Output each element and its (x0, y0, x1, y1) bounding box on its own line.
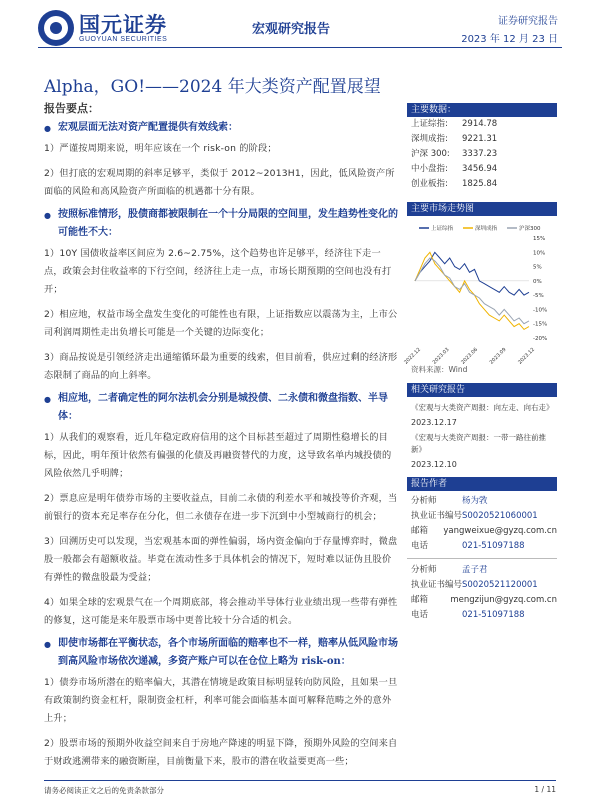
report-date: 2023 年 12 月 23 日 (461, 34, 558, 45)
market-trend-chart (403, 222, 557, 366)
series-line (415, 258, 529, 324)
paragraph: 3）回溯历史可以发现，当宏观基本面的弹性偏弱，场内资金偏向于存量博弈时，微盘股一般都会有超额收益。毕竟在流动性多于具体机会的情况下，短时难以证伪且股价有弹性的微盘股最为受益； (44, 536, 398, 583)
sidebar (403, 103, 557, 623)
index-row (407, 117, 557, 132)
paragraph: 1）10Y 国债收益率区间应为 2.6~2.75%，这个趋势也许足够平，经济往下走一点，政策会封住收益率的下行空间，经济往上走一点，市场长期预期的空间也没有打开； (44, 248, 392, 295)
y-tick-label: 15% (533, 236, 546, 242)
related-report-link[interactable]: 《宏观与大类资产周报：一带一路往前推新》 (411, 433, 546, 454)
index-value: 3456.94 (462, 164, 498, 174)
paragraph: 2）但打底的宏观周期的斜率足够平，类似于 2012~2013H1，因此，低风险资产所面临的风险和高风险资产所面临的机遇都十分有限。 (44, 168, 395, 197)
logo-icon (38, 10, 74, 46)
section-bullet: ● 宏观层面无法对资产配置提供有效线索： (44, 119, 398, 137)
x-tick-label: 2022.12 (403, 346, 423, 366)
x-tick-label: 2023.03 (431, 346, 451, 366)
analyst-email[interactable]: yangweixue@gyzq.com.cn (443, 526, 557, 536)
legend-label: 上证综指 (431, 226, 454, 232)
analyst-row (407, 608, 557, 623)
paragraph: 1）债券市场所潜在的赔率偏大，其潜在情境是政策目标明显转向防风险，且如果一旦有政策制约资金杠杆，限制资金杠杆，利率可能会面临基本面可解释范畴之外的意外上升； (44, 677, 398, 724)
main-content (44, 100, 398, 771)
cert-label: 执业证书编号 (411, 511, 463, 521)
analyst-row (407, 524, 557, 539)
sidebar-header-author: 报告作者 (407, 477, 557, 491)
analyst-name: 杨为敩 (462, 496, 488, 506)
related-report-date: 2023.12.10 (411, 460, 457, 469)
analyst-label: 分析师 (411, 565, 437, 575)
index-row (407, 177, 557, 192)
paragraph: 4）如果全球的宏观景气在一个周期底部，将会推动半导体行业业绩出现一些带有弹性的修复，这可能是来年股票市场中更普比较十分合适的机会。 (44, 597, 398, 626)
legend-label: 深圳成指 (475, 226, 498, 232)
footer-disclaimer: 请务必阅读正文之后的免责条款部分 (44, 786, 164, 795)
analyst-name: 孟子君 (462, 565, 488, 575)
analyst-phone: 021-51097188 (462, 610, 525, 620)
section-bullet: ● 即使市场都在平衡状态，各个市场所面临的赔率也不一样，赔率从低风险市场到高风险市场依次递减，多资产账户可以在仓位上略为 risk-on： (44, 635, 398, 671)
phone-label: 电话 (411, 610, 429, 620)
analyst-row (407, 593, 557, 608)
summary-heading: 报告要点： (44, 102, 99, 115)
paragraph: 1）从我们的观察看，近几年稳定政府信用的这个目标甚至超过了周期性稳增长的目标，因此，明年预计依然有偏强的化债及再融资替代的力度，这导致名单内城投债的风险依然几乎明牌； (44, 432, 392, 479)
analyst-email[interactable]: mengzijun@gyzq.com.cn (450, 595, 557, 605)
analyst-row (407, 494, 557, 509)
report-type: 宏观研究报告 (252, 22, 331, 37)
paragraph: 2）票息应是明年债券市场的主要收益点，目前二永债的利差水平和城投等价齐观，当前银行的资本充足率存在分化，但二永债存在进一步下沉到中小型城商行的机会； (44, 493, 398, 522)
paragraph: 1）严谨按周期来说，明年应该在一个 risk-on 的阶段； (44, 143, 277, 154)
company-logo (38, 10, 167, 46)
x-tick-label: 2023.12 (517, 346, 537, 366)
index-name: 上证综指: (411, 119, 448, 129)
index-name: 沪深 300: (411, 149, 450, 159)
paragraph: 2）股票市场的预期外收益空间来自于房地产降速的明显下降，预期外风险的空间来自于财政逃溯带来的融资断崖，目前衡量下来，股市的潜在收益要更高一些； (44, 738, 398, 767)
index-row (407, 132, 557, 147)
analyst-row (407, 563, 557, 578)
legend-label: 沪深300 (519, 226, 541, 232)
market-chart-box (403, 202, 557, 375)
related-report-link[interactable]: 《宏观与大类资产周报：向左走、向右走》 (411, 403, 554, 412)
analyst-label: 分析师 (411, 496, 437, 506)
paragraph: 3）商品按说是引领经济走出通缩循环最为重要的线索，但目前看，供应过剩的经济形态限制了商品的向上斜率。 (44, 352, 398, 381)
analyst-cert: S0020521120001 (462, 580, 538, 590)
y-tick-label: -20% (533, 336, 548, 342)
section-bullet: ● 按照标准情形，股债商都被限制在一个十分局限的空间里，发生趋势性变化的可能性不大： (44, 206, 398, 242)
index-value: 3337.23 (462, 149, 498, 159)
sidebar-header-related: 相关研究报告 (407, 383, 557, 397)
analyst-row (407, 578, 557, 593)
index-row (407, 162, 557, 177)
related-report-date: 2023.12.17 (411, 418, 457, 427)
y-tick-label: -5% (533, 293, 544, 300)
x-tick-label: 2023.06 (460, 346, 480, 366)
y-tick-label: -10% (533, 307, 548, 314)
chart-source: 资料来源：Wind (411, 365, 468, 374)
analyst-divider (407, 558, 557, 559)
index-row (407, 147, 557, 162)
email-label: 邮箱 (411, 595, 429, 605)
sidebar-header-chart: 主要市场走势图 (407, 202, 557, 216)
y-tick-label: 5% (533, 264, 542, 271)
chart-svg (403, 222, 557, 366)
series-line (415, 252, 529, 295)
logo-name-en: GUOYUAN SECURITIES (79, 35, 168, 43)
page-header (0, 0, 600, 52)
section-bullet: ● 相应地，二者确定性的阿尔法机会分别是城投债、二永债和微盘指数、半导体： (44, 390, 398, 426)
y-tick-label: -15% (533, 321, 548, 328)
x-tick-label: 2023.09 (488, 346, 508, 366)
index-name: 深圳成指: (411, 134, 448, 144)
index-value: 1825.84 (462, 179, 498, 189)
analyst-row (407, 509, 557, 524)
analyst-cert: S0020521060001 (462, 511, 538, 521)
logo-name-cn: 国元证券 (79, 12, 167, 37)
header-divider (38, 47, 562, 48)
y-tick-label: 10% (533, 250, 546, 257)
index-value: 9221.31 (462, 134, 498, 144)
index-name: 创业板指: (411, 179, 448, 189)
index-name: 中小盘指: (411, 164, 448, 174)
y-tick-label: 0% (533, 278, 542, 285)
footer-divider (44, 780, 556, 781)
report-title: Alpha，GO!——2024 年大类资产配置展望 (44, 77, 381, 97)
index-value: 2914.78 (462, 119, 498, 129)
report-kind: 证券研究报告 (498, 16, 558, 27)
email-label: 邮箱 (411, 526, 429, 536)
page-number: 1 / 11 (534, 785, 556, 794)
cert-label: 执业证书编号 (411, 580, 463, 590)
sidebar-header-data: 主要数据： (407, 103, 557, 117)
analyst-row (407, 539, 557, 554)
analyst-phone: 021-51097188 (462, 541, 525, 551)
paragraph: 2）相应地，权益市场全盘发生变化的可能性也有限，上证指数应以震荡为主，上市公司利润周期性走出负增长可能是一个关键的边际变化； (44, 309, 398, 338)
phone-label: 电话 (411, 541, 429, 551)
